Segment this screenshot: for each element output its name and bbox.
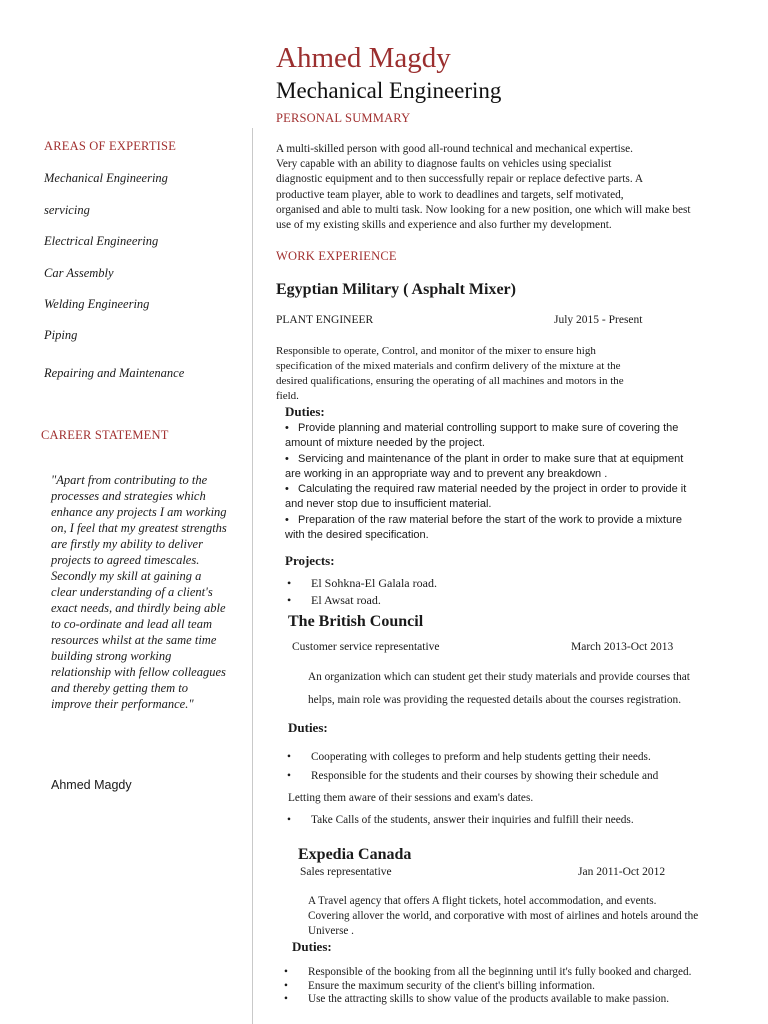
job3-desc-line: A Travel agency that offers A flight tickets, hotel accommodation, and events. xyxy=(308,895,657,907)
job3-duties-list xyxy=(284,966,759,1007)
bullet-glyph: • xyxy=(285,483,289,496)
career-quote: "Apart from contributing to the processes and strategies which enhance any projects I am working on, I feel that my greatest strengths are firstly my ability to deliver projects to agreed timescales. Secondly my skill at gaining a clear understanding of a client's exact needs, and thirdly being able to co-ordinate and lead all team resources whilst at the same time building strong working relationship with fellow colleagues and thereby getting them to improve their performance." xyxy=(51,473,227,711)
sidebar-divider xyxy=(252,128,253,1024)
job3-description xyxy=(308,894,763,939)
job3-dates: Jan 2011-Oct 2012 xyxy=(578,866,666,878)
project-text: El Sohkna-El Galala road. xyxy=(311,576,437,590)
job2-description xyxy=(308,666,758,712)
job2-desc-line: An organization which can student get their study materials and provide courses that xyxy=(308,671,690,683)
expertise-item: Mechanical Engineering xyxy=(44,171,168,185)
bullet-glyph: • xyxy=(287,593,292,607)
summary-line: use of my existing skills and experience and also further my development. xyxy=(276,219,612,232)
job3-duty xyxy=(284,980,759,994)
job1-desc-line: field. xyxy=(276,390,299,402)
duty-text: Provide planning and material controlling support to make sure of covering the xyxy=(298,422,679,434)
summary-heading: PERSONAL SUMMARY xyxy=(276,111,411,125)
duty-text: Responsible of the booking from all the beginning until it's fully booked and charged. xyxy=(308,966,692,978)
summary-line: organised and able to multi task. Now looking for a new position, one which will make best xyxy=(276,203,691,216)
bullet-glyph: • xyxy=(285,422,289,434)
duty-text: Calculating the required raw material needed by the project in order to provide it xyxy=(298,483,687,496)
duty-text: and never stop due to insufficient material. xyxy=(285,498,492,511)
summary-line: Very capable with an ability to diagnose faults on vehicles using specialist xyxy=(276,158,612,171)
job3-role: Sales representative xyxy=(300,866,392,878)
bullet-glyph: • xyxy=(287,751,291,763)
summary-line: productive team player, able to work to deadlines and targets, self motivated, xyxy=(276,188,624,201)
duty-text: Servicing and maintenance of the plant in order to make sure that at equipment xyxy=(298,452,684,465)
bullet-glyph: • xyxy=(284,979,288,992)
job2-org: The British Council xyxy=(288,613,424,630)
job2-duties-heading: Duties: xyxy=(288,720,328,735)
expertise-item: Repairing and Maintenance xyxy=(44,366,185,380)
summary-text xyxy=(276,142,756,233)
job3-desc-line: Universe . xyxy=(308,925,354,937)
job1-projects-list xyxy=(287,575,587,609)
job1-duties-list xyxy=(285,421,755,543)
job1-org: Egyptian Military ( Asphalt Mixer) xyxy=(276,281,516,298)
bullet-glyph: • xyxy=(287,770,291,782)
work-heading: WORK EXPERIENCE xyxy=(276,249,397,263)
job1-desc-line: specification of the mixed materials and confirm delivery of the mixture at the xyxy=(276,360,621,372)
bullet-glyph: • xyxy=(287,576,292,590)
project-text: El Awsat road. xyxy=(311,593,381,607)
expertise-item: Electrical Engineering xyxy=(44,234,159,248)
job1-duty xyxy=(285,452,755,483)
job2-duty xyxy=(287,750,757,765)
bullet-glyph: • xyxy=(285,513,289,526)
bullet-glyph: • xyxy=(287,814,291,826)
job2-duty xyxy=(287,769,757,784)
job3-duties-heading: Duties: xyxy=(292,939,332,954)
job2-duty-continued: Letting them aware of their sessions and exam's dates. xyxy=(288,792,534,804)
expertise-item: Piping xyxy=(44,328,78,342)
project-item xyxy=(287,592,587,609)
summary-line: A multi-skilled person with good all-round technical and mechanical expertise. xyxy=(276,143,634,155)
bullet-glyph: • xyxy=(285,452,289,465)
duty-text: Ensure the maximum security of the client's billing information. xyxy=(308,979,595,992)
job2-desc-line: helps, main role was providing the requested details about the courses registration. xyxy=(308,694,682,706)
duty-text: amount of mixture needed by the project. xyxy=(285,437,485,450)
expertise-item: Car Assembly xyxy=(44,266,114,280)
duty-text: with the desired specification. xyxy=(285,529,429,542)
career-heading: CAREER STATEMENT xyxy=(41,428,169,442)
job2-dates: March 2013-Oct 2013 xyxy=(571,641,674,653)
job3-duty xyxy=(284,993,759,1007)
job1-role: PLANT ENGINEER xyxy=(276,314,374,326)
job1-description xyxy=(276,344,696,404)
job1-duty xyxy=(285,421,755,452)
job1-dates: July 2015 - Present xyxy=(554,314,643,326)
job3-duty xyxy=(284,966,759,980)
job2-role: Customer service representative xyxy=(292,641,440,653)
expertise-heading: AREAS OF EXPERTISE xyxy=(44,139,177,153)
expertise-item: Welding Engineering xyxy=(44,297,150,311)
summary-line: diagnostic equipment and to then successfully repair or replace defective parts. A xyxy=(276,173,644,186)
candidate-title: Mechanical Engineering xyxy=(276,78,502,103)
candidate-name: Ahmed Magdy xyxy=(276,42,451,74)
job1-duties-heading: Duties: xyxy=(285,404,325,419)
expertise-item: servicing xyxy=(44,203,90,217)
duty-text: Responsible for the students and their courses by showing their schedule and xyxy=(311,770,659,782)
job1-projects-heading: Projects: xyxy=(285,553,335,568)
duty-text: Use the attracting skills to show value of the products available to make passion. xyxy=(308,993,670,1005)
duty-text: Preparation of the raw material before the start of the work to provide a mixture xyxy=(298,513,682,526)
job2-duty xyxy=(287,813,757,828)
duty-text: are working in an appropriate way and to prevent any breakdown . xyxy=(285,467,608,480)
signature: Ahmed Magdy xyxy=(51,778,132,792)
bullet-glyph: • xyxy=(284,966,288,978)
job3-org: Expedia Canada xyxy=(298,846,412,863)
job1-desc-line: Responsible to operate, Control, and monitor of the mixer to ensure high xyxy=(276,345,596,357)
job3-desc-line: Covering allover the world, and corporative with most of airlines and hotels around the xyxy=(308,910,699,922)
project-item xyxy=(287,575,587,592)
job1-duty xyxy=(285,482,755,513)
job1-desc-line: desired qualifications, ensuring the operating of all machines and motors in the xyxy=(276,375,624,387)
duty-text: Cooperating with colleges to preform and help students getting their needs. xyxy=(311,751,651,763)
job1-duty xyxy=(285,513,755,544)
duty-text: Take Calls of the students, answer their inquiries and fulfill their needs. xyxy=(311,814,634,826)
bullet-glyph: • xyxy=(284,993,288,1005)
